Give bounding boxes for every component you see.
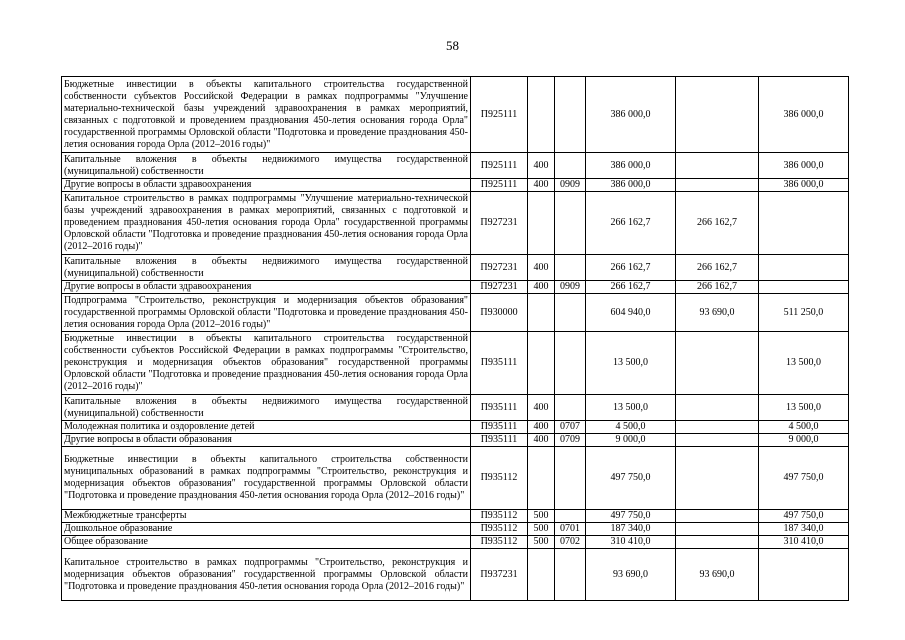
table-row (62, 395, 849, 421)
section-code (555, 447, 586, 510)
amount-column-3: 310 410,0 (759, 536, 849, 549)
amount-column-3: 4 500,0 (759, 421, 849, 434)
section-code: 0909 (555, 179, 586, 192)
amount-column-3 (759, 192, 849, 255)
total-amount: 266 162,7 (586, 255, 676, 281)
table-row (62, 255, 849, 281)
amount-column-2 (676, 523, 759, 536)
target-article-code: П935112 (471, 536, 528, 549)
expense-type-code: 400 (528, 255, 555, 281)
row-description: Капитальные вложения в объекты недвижимого имущества государственной (муниципальной) собственности (62, 153, 471, 179)
table-row (62, 421, 849, 434)
section-code (555, 395, 586, 421)
expense-type-code (528, 549, 555, 601)
expense-type-code (528, 77, 555, 153)
expense-type-code: 400 (528, 421, 555, 434)
total-amount: 266 162,7 (586, 192, 676, 255)
amount-column-2: 266 162,7 (676, 255, 759, 281)
table-row (62, 434, 849, 447)
expense-type-code (528, 332, 555, 395)
amount-column-3: 386 000,0 (759, 179, 849, 192)
amount-column-3 (759, 281, 849, 294)
target-article-code: П935111 (471, 421, 528, 434)
table-row (62, 281, 849, 294)
section-code: 0702 (555, 536, 586, 549)
total-amount: 497 750,0 (586, 447, 676, 510)
expense-type-code: 500 (528, 536, 555, 549)
section-code: 0707 (555, 421, 586, 434)
table-row (62, 332, 849, 395)
target-article-code: П935111 (471, 434, 528, 447)
total-amount: 604 940,0 (586, 294, 676, 332)
expense-type-code: 400 (528, 395, 555, 421)
target-article-code: П925111 (471, 77, 528, 153)
table-row (62, 447, 849, 510)
amount-column-2 (676, 536, 759, 549)
target-article-code: П935112 (471, 510, 528, 523)
budget-table (61, 76, 849, 601)
expense-type-code: 400 (528, 281, 555, 294)
total-amount: 13 500,0 (586, 332, 676, 395)
expense-type-code: 400 (528, 434, 555, 447)
target-article-code: П927231 (471, 281, 528, 294)
amount-column-2 (676, 395, 759, 421)
amount-column-3: 187 340,0 (759, 523, 849, 536)
page-number: 58 (446, 38, 459, 53)
total-amount: 386 000,0 (586, 153, 676, 179)
expense-type-code (528, 447, 555, 510)
amount-column-2: 266 162,7 (676, 192, 759, 255)
target-article-code: П935111 (471, 332, 528, 395)
amount-column-3: 9 000,0 (759, 434, 849, 447)
amount-column-2 (676, 434, 759, 447)
row-description: Капитальное строительство в рамках подпрограммы "Строительство, реконструкция и модернизация объектов образования" государственной программы Орловской области "Подготовка и проведение празднования 450-летия основания города Орла (2012–2016 годы)" (62, 549, 471, 601)
amount-column-3: 13 500,0 (759, 395, 849, 421)
row-description: Другие вопросы в области здравоохранения (62, 179, 471, 192)
row-description: Бюджетные инвестиции в объекты капитального строительства государственной собственности субъектов Российской Федерации в рамках подпрограммы "Улучшение материально-технической базы учреждений здравоохранения в рамках мероприятий, связанных с подготовкой и проведением празднования 450-летия основания города Орла" государственной программы Орловской области "Подготовка и проведение празднования 450-летия основания города Орла (2012–2016 годы)" (62, 77, 471, 153)
target-article-code: П925111 (471, 179, 528, 192)
row-description: Молодежная политика и оздоровление детей (62, 421, 471, 434)
target-article-code: П935112 (471, 447, 528, 510)
total-amount: 310 410,0 (586, 536, 676, 549)
table-row (62, 536, 849, 549)
section-code (555, 153, 586, 179)
table-row (62, 192, 849, 255)
section-code: 0709 (555, 434, 586, 447)
table-row (62, 153, 849, 179)
target-article-code: П935111 (471, 395, 528, 421)
section-code (555, 192, 586, 255)
table-row (62, 523, 849, 536)
target-article-code: П937231 (471, 549, 528, 601)
amount-column-2 (676, 421, 759, 434)
section-code (555, 255, 586, 281)
table-row (62, 294, 849, 332)
expense-type-code: 500 (528, 510, 555, 523)
amount-column-3: 386 000,0 (759, 77, 849, 153)
section-code (555, 332, 586, 395)
section-code: 0701 (555, 523, 586, 536)
target-article-code: П925111 (471, 153, 528, 179)
amount-column-2: 93 690,0 (676, 549, 759, 601)
total-amount: 497 750,0 (586, 510, 676, 523)
amount-column-2: 93 690,0 (676, 294, 759, 332)
amount-column-3: 497 750,0 (759, 510, 849, 523)
row-description: Общее образование (62, 536, 471, 549)
amount-column-3 (759, 549, 849, 601)
row-description: Капитальные вложения в объекты недвижимого имущества государственной (муниципальной) собственности (62, 255, 471, 281)
target-article-code: П927231 (471, 255, 528, 281)
total-amount: 386 000,0 (586, 77, 676, 153)
amount-column-2 (676, 332, 759, 395)
amount-column-3: 13 500,0 (759, 332, 849, 395)
target-article-code: П935112 (471, 523, 528, 536)
section-code (555, 510, 586, 523)
row-description: Капитальное строительство в рамках подпрограммы "Улучшение материально-технической базы учреждений здравоохранения в рамках мероприятий, связанных с подготовкой и проведением празднования 450-летия основания города Орла" государственной программы Орловской области "Подготовка и проведение празднования 450-летия основания города Орла (2012–2016 годы)" (62, 192, 471, 255)
expense-type-code (528, 294, 555, 332)
amount-column-3: 497 750,0 (759, 447, 849, 510)
table-row (62, 179, 849, 192)
table-row (62, 77, 849, 153)
amount-column-2: 266 162,7 (676, 281, 759, 294)
total-amount: 4 500,0 (586, 421, 676, 434)
total-amount: 266 162,7 (586, 281, 676, 294)
target-article-code: П927231 (471, 192, 528, 255)
total-amount: 93 690,0 (586, 549, 676, 601)
amount-column-2 (676, 179, 759, 192)
total-amount: 386 000,0 (586, 179, 676, 192)
amount-column-3 (759, 255, 849, 281)
table-row (62, 510, 849, 523)
amount-column-2 (676, 447, 759, 510)
amount-column-2 (676, 153, 759, 179)
row-description: Другие вопросы в области образования (62, 434, 471, 447)
row-description: Подпрограмма "Строительство, реконструкция и модернизация объектов образования" государственной программы Орловской области "Подготовка и проведение празднования 450-летия основания города Орла (2012–2016 годы)" (62, 294, 471, 332)
section-code (555, 77, 586, 153)
row-description: Бюджетные инвестиции в объекты капитального строительства государственной собственности субъектов Российской Федерации в рамках подпрограммы "Строительство, реконструкция и модернизация объектов образования" государственной программы Орловской области "Подготовка и проведение празднования 450-летия основания города Орла (2012–2016 годы)" (62, 332, 471, 395)
amount-column-2 (676, 77, 759, 153)
expense-type-code: 500 (528, 523, 555, 536)
expense-type-code (528, 192, 555, 255)
section-code (555, 294, 586, 332)
row-description: Дошкольное образование (62, 523, 471, 536)
section-code (555, 549, 586, 601)
amount-column-3: 511 250,0 (759, 294, 849, 332)
section-code: 0909 (555, 281, 586, 294)
amount-column-2 (676, 510, 759, 523)
table-row (62, 549, 849, 601)
row-description: Межбюджетные трансферты (62, 510, 471, 523)
row-description: Бюджетные инвестиции в объекты капитального строительства собственности муниципальных образований в рамках подпрограммы "Строительство, реконструкция и модернизация объектов образования" государственной программы Орловской области "Подготовка и проведение празднования 450-летия основания города Орла (2012–2016 годы)" (62, 447, 471, 510)
target-article-code: П930000 (471, 294, 528, 332)
row-description: Капитальные вложения в объекты недвижимого имущества государственной (муниципальной) собственности (62, 395, 471, 421)
total-amount: 13 500,0 (586, 395, 676, 421)
expense-type-code: 400 (528, 153, 555, 179)
amount-column-3: 386 000,0 (759, 153, 849, 179)
row-description: Другие вопросы в области здравоохранения (62, 281, 471, 294)
total-amount: 187 340,0 (586, 523, 676, 536)
expense-type-code: 400 (528, 179, 555, 192)
total-amount: 9 000,0 (586, 434, 676, 447)
